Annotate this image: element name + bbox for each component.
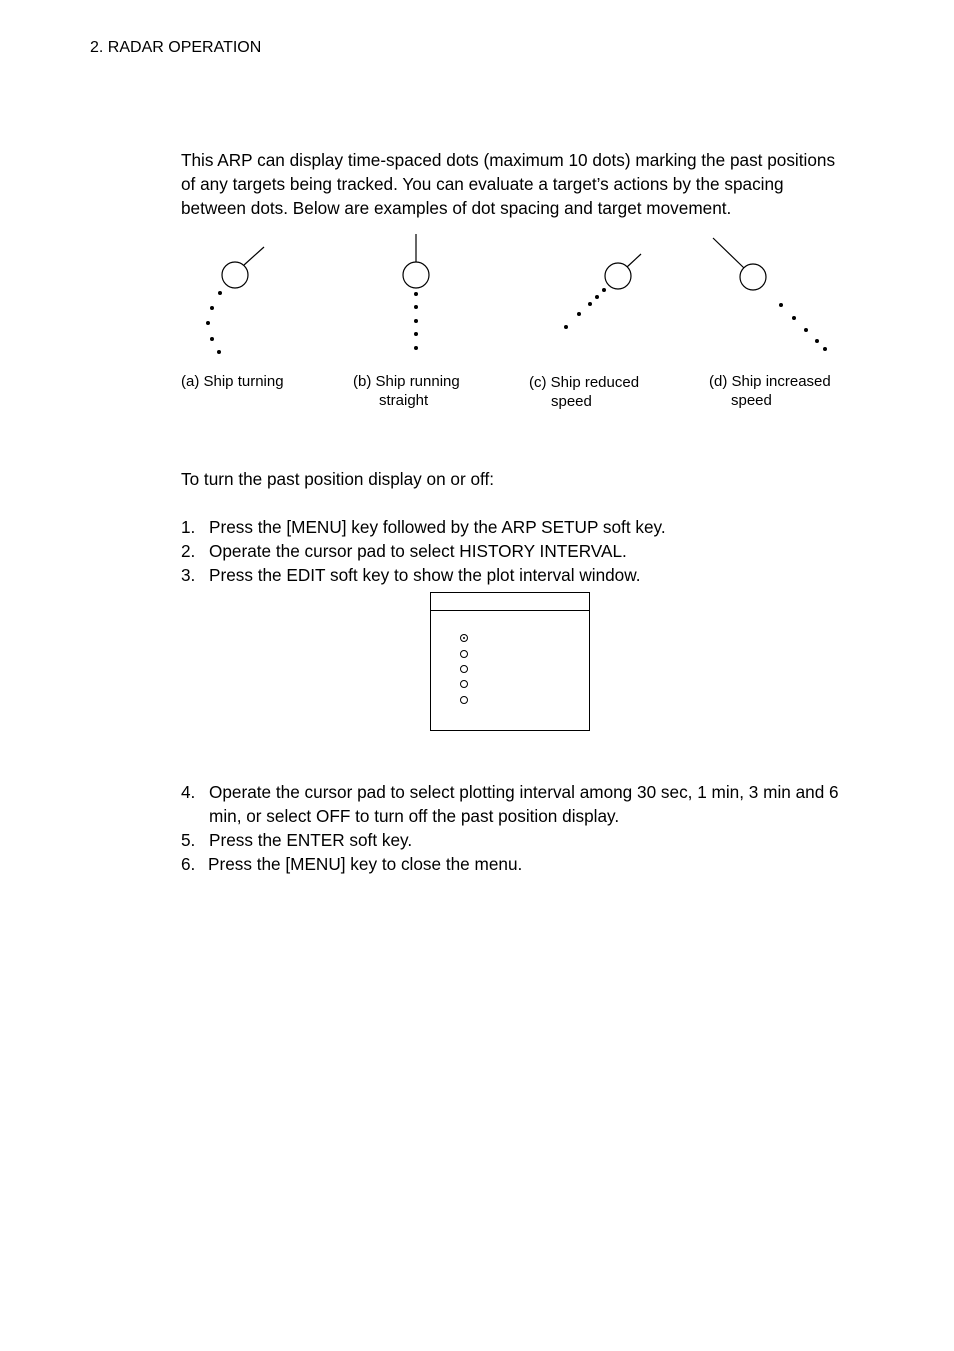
step-text: Operate the cursor pad to select plotting interval among 30 sec, 1 min, 3 min and 6 min, or select OFF to turn off the past position display. xyxy=(209,782,839,826)
section-header: 2. RADAR OPERATION xyxy=(90,39,262,56)
interval-option-radio[interactable] xyxy=(460,696,468,704)
caption-line-2: speed xyxy=(731,392,772,409)
caption-a xyxy=(181,372,321,391)
caption-line-1: (b) Ship running xyxy=(353,373,460,390)
step-text: Operate the cursor pad to select HISTORY INTERVAL. xyxy=(209,541,627,561)
past-position-dot xyxy=(577,312,581,316)
target-symbol xyxy=(403,262,429,288)
past-position-dot xyxy=(779,303,783,307)
step-number: 1. xyxy=(181,517,196,537)
caption-c xyxy=(529,373,669,411)
interval-option-radio[interactable] xyxy=(460,634,468,642)
vector-line xyxy=(713,238,744,268)
past-position-dot xyxy=(414,305,418,309)
past-position-dot xyxy=(804,328,808,332)
past-position-dot xyxy=(823,347,827,351)
intro-paragraph: This ARP can display time-spaced dots (maximum 10 dots) marking the past positions of any targets being tracked. You can evaluate a target’s actions by the spacing between dots. Below are examples of dot spacing and target movement. xyxy=(181,150,836,218)
step-4 xyxy=(181,780,851,828)
interval-option-radio[interactable] xyxy=(460,680,468,688)
plot-interval-window xyxy=(430,592,590,731)
past-position-dot xyxy=(414,319,418,323)
past-position-dot xyxy=(210,337,214,341)
interval-option-radio[interactable] xyxy=(460,650,468,658)
step-text: Press the EDIT soft key to show the plot interval window. xyxy=(209,565,641,585)
past-position-dot xyxy=(210,306,214,310)
past-position-dot xyxy=(206,321,210,325)
step-2 xyxy=(181,539,851,563)
figure-b-ship-straight xyxy=(403,234,429,350)
caption-line-1: (d) Ship increased xyxy=(709,373,831,390)
caption-b xyxy=(353,372,493,410)
target-symbol xyxy=(222,262,248,288)
past-position-dot xyxy=(564,325,568,329)
caption-line-1: (a) Ship turning xyxy=(181,373,284,390)
figure-c-ship-reduced-speed xyxy=(564,254,641,329)
step-number: 2. xyxy=(181,541,196,561)
past-position-dot xyxy=(414,292,418,296)
past-position-dot xyxy=(217,350,221,354)
step-1 xyxy=(181,515,851,539)
step-text: Press the [MENU] key to close the menu. xyxy=(208,854,523,874)
step-number: 3. xyxy=(181,565,196,585)
vector-line xyxy=(627,254,641,267)
caption-d xyxy=(709,372,849,410)
figure-d-ship-increased-speed xyxy=(713,238,827,351)
past-position-dot xyxy=(218,291,222,295)
past-position-dot xyxy=(588,302,592,306)
window-title-bar xyxy=(431,593,589,611)
caption-line-2: speed xyxy=(551,393,592,410)
vector-line xyxy=(244,247,264,265)
step-number: 6. xyxy=(181,854,196,874)
past-position-dot xyxy=(602,288,606,292)
step-6 xyxy=(181,852,851,876)
past-position-dot xyxy=(595,295,599,299)
figure-a-ship-turning xyxy=(206,247,264,354)
step-number: 5. xyxy=(181,830,196,850)
past-position-dot xyxy=(414,346,418,350)
dot-spacing-figures xyxy=(0,0,954,420)
interval-option-radio[interactable] xyxy=(460,665,468,673)
caption-line-2: straight xyxy=(379,392,429,409)
caption-line-1: (c) Ship reduced xyxy=(529,374,640,391)
past-position-dot xyxy=(792,316,796,320)
step-3 xyxy=(181,563,851,587)
step-text: Press the ENTER soft key. xyxy=(209,830,413,850)
step-text: Press the [MENU] key followed by the ARP SETUP soft key. xyxy=(209,517,666,537)
past-position-dot xyxy=(815,339,819,343)
step-number: 4. xyxy=(181,782,196,802)
procedure-intro: To turn the past position display on or off: xyxy=(181,469,495,489)
step-5 xyxy=(181,828,851,852)
past-position-dot xyxy=(414,332,418,336)
